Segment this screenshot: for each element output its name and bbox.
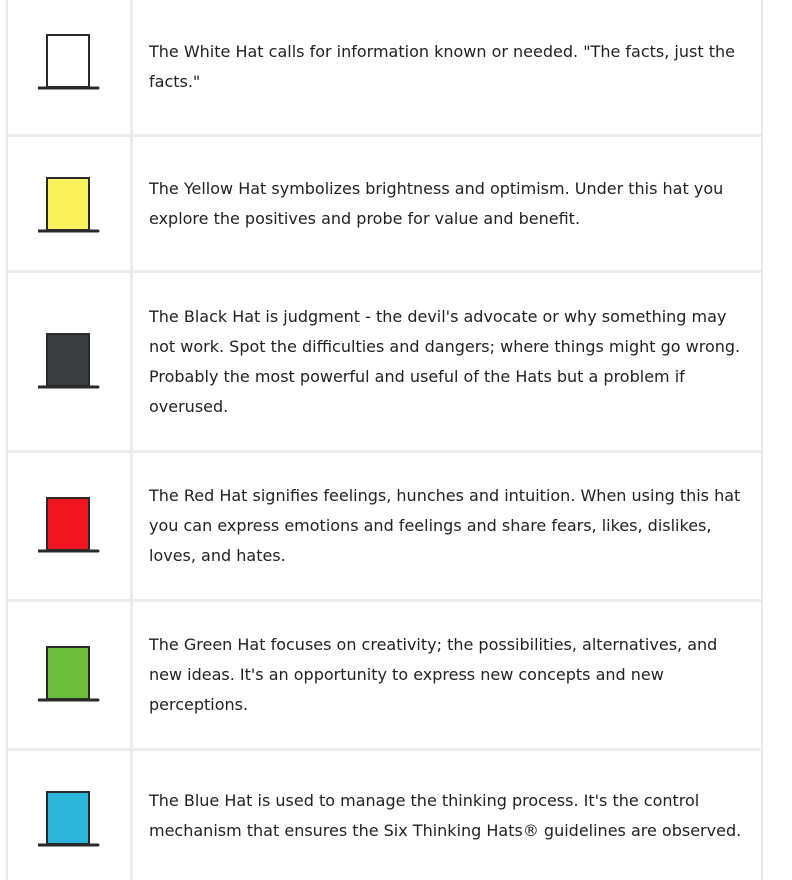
hat-crown — [47, 178, 89, 230]
hat-crown — [47, 35, 89, 87]
table-row-white-hat — [8, 0, 761, 137]
text-cell — [133, 751, 761, 880]
hat-crown — [47, 792, 89, 844]
hat-crown — [47, 647, 89, 699]
text-cell — [133, 602, 761, 748]
green-hat-icon — [38, 642, 100, 704]
icon-cell — [8, 602, 133, 748]
text-cell — [133, 453, 761, 599]
hat-crown — [47, 334, 89, 386]
text-cell — [133, 137, 761, 270]
hats-table — [6, 0, 763, 880]
green-hat-description: The Green Hat focuses on creativity; the possibilities, alternatives, and new ideas. It's an opportunity to express new concepts and new perceptions. — [149, 635, 718, 714]
text-cell — [133, 0, 761, 134]
table-row-blue-hat — [8, 751, 761, 880]
blue-hat-description: The Blue Hat is used to manage the thinking process. It's the control mechanism that ensures the Six Thinking Hats® guidelines are observed. — [149, 790, 742, 840]
yellow-hat-description: The Yellow Hat symbolizes brightness and optimism. Under this hat you explore the positives and probe for value and benefit. — [149, 178, 724, 228]
red-hat-icon — [38, 493, 100, 555]
table-row-black-hat — [8, 273, 761, 453]
yellow-hat-icon — [38, 173, 100, 235]
red-hat-description: The Red Hat signifies feelings, hunches and intuition. When using this hat you can express emotions and feelings and share fears, likes, dislikes, loves, and hates. — [149, 486, 741, 565]
hat-crown — [47, 498, 89, 550]
blue-hat-icon — [38, 787, 100, 849]
black-hat-description: The Black Hat is judgment - the devil's advocate or why something may not work. Spot the difficulties and dangers; where things might go wrong. Probably the most powerful and useful of the Hats but a problem if overused. — [149, 306, 741, 416]
black-hat-icon — [38, 329, 100, 391]
table-row-yellow-hat — [8, 137, 761, 273]
table-row-green-hat — [8, 602, 761, 751]
icon-cell — [8, 273, 133, 450]
white-hat-description: The White Hat calls for information known or needed. "The facts, just the facts." — [149, 42, 735, 91]
icon-cell — [8, 453, 133, 599]
text-cell — [133, 273, 761, 450]
icon-cell — [8, 137, 133, 270]
icon-cell — [8, 751, 133, 880]
white-hat-icon — [38, 30, 100, 92]
table-row-red-hat — [8, 453, 761, 602]
icon-cell — [8, 0, 133, 134]
